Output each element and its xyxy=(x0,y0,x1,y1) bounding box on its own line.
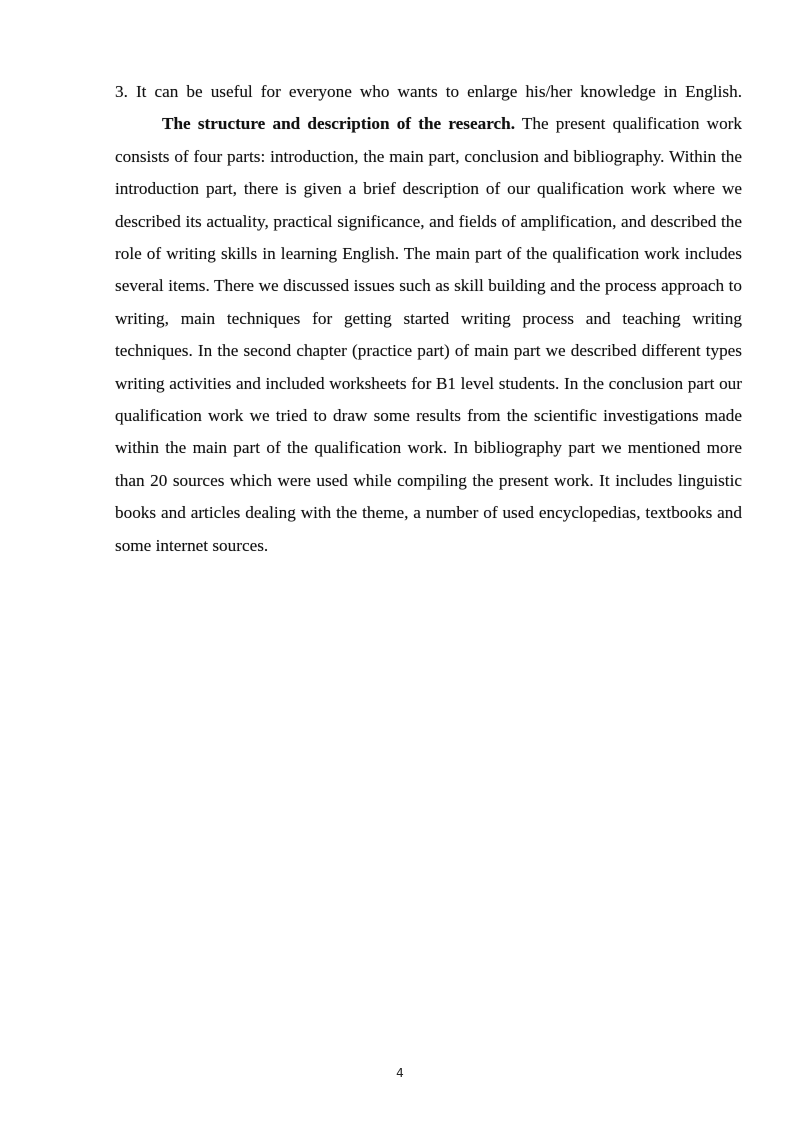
page-number: 4 xyxy=(396,1066,404,1080)
list-item-3: 3. It can be useful for everyone who wants to enlarge his/her knowledge in English. xyxy=(115,82,742,101)
structure-paragraph xyxy=(115,108,742,562)
section-heading: The structure and description of the research. xyxy=(162,114,515,134)
paragraph-text: The present qualification work consists of four parts: introduction, the main part, conclusion and bibliography. Within the introduction part, there is given a brief description of our qualification work where we described its actuality, practical significance, and fields of amplification, and described the role of writing skills in learning English. The main part of the qualification work includes several items. There we discussed issues such as skill building and the process approach to writing, main techniques for getting started writing process and teaching writing techniques. In the second chapter (practice part) of main part we described different types writing activities and included worksheets for B1 level students. In the conclusion part our qualification work we tried to draw some results from the scientific investigations made within the main part of the qualification work. In bibliography part we mentioned more than 20 sources which were used while compiling the present work. It includes linguistic books and articles dealing with the theme, a number of used encyclopedias, textbooks and some internet sources. xyxy=(115,114,743,555)
page-body xyxy=(115,76,742,562)
